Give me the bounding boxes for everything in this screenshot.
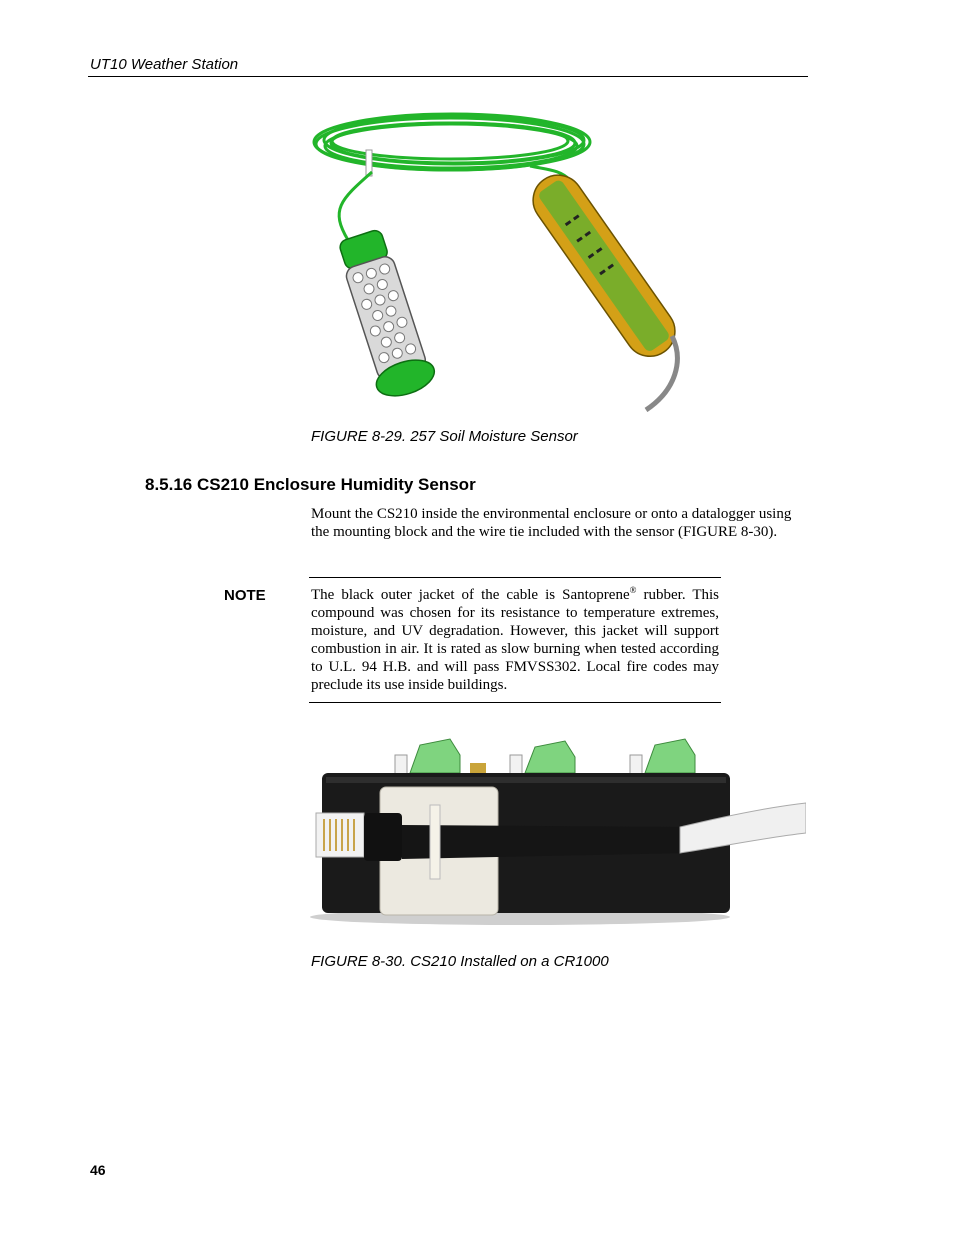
running-header: UT10 Weather Station	[90, 56, 239, 73]
note-text-end: rubber. This compound was chosen for its resistance to temperature extremes, moisture, and UV degradation. However, this jacket will support combustion in air. It is rated as slow burning when tested according to U.L. 94 H.B. and will pass FMVSS302. Local fire codes may preclude its use inside buildings.	[311, 587, 719, 693]
note-bottom-rule	[309, 702, 721, 703]
section-heading: 8.5.16 CS210 Enclosure Humidity Sensor	[145, 475, 476, 494]
note-label: NOTE	[224, 587, 266, 604]
note-text	[311, 586, 719, 694]
header-rule	[88, 76, 808, 77]
note-text-start: The black outer jacket of the cable is Santoprene	[311, 587, 630, 603]
figure-caption-8-29: FIGURE 8-29. 257 Soil Moisture Sensor	[311, 428, 578, 445]
cs210-installed-figure	[310, 735, 806, 930]
registered-mark: ®	[629, 585, 637, 595]
figure-caption-8-30: FIGURE 8-30. CS210 Installed on a CR1000	[311, 953, 609, 970]
page-number: 46	[90, 1162, 106, 1178]
note-top-rule	[309, 577, 721, 578]
body-paragraph: Mount the CS210 inside the environmental enclosure or onto a datalogger using the mounting block and the wire tie included with the sensor (FIGURE 8-30).	[311, 506, 792, 540]
soil-moisture-sensor-figure	[300, 100, 700, 412]
